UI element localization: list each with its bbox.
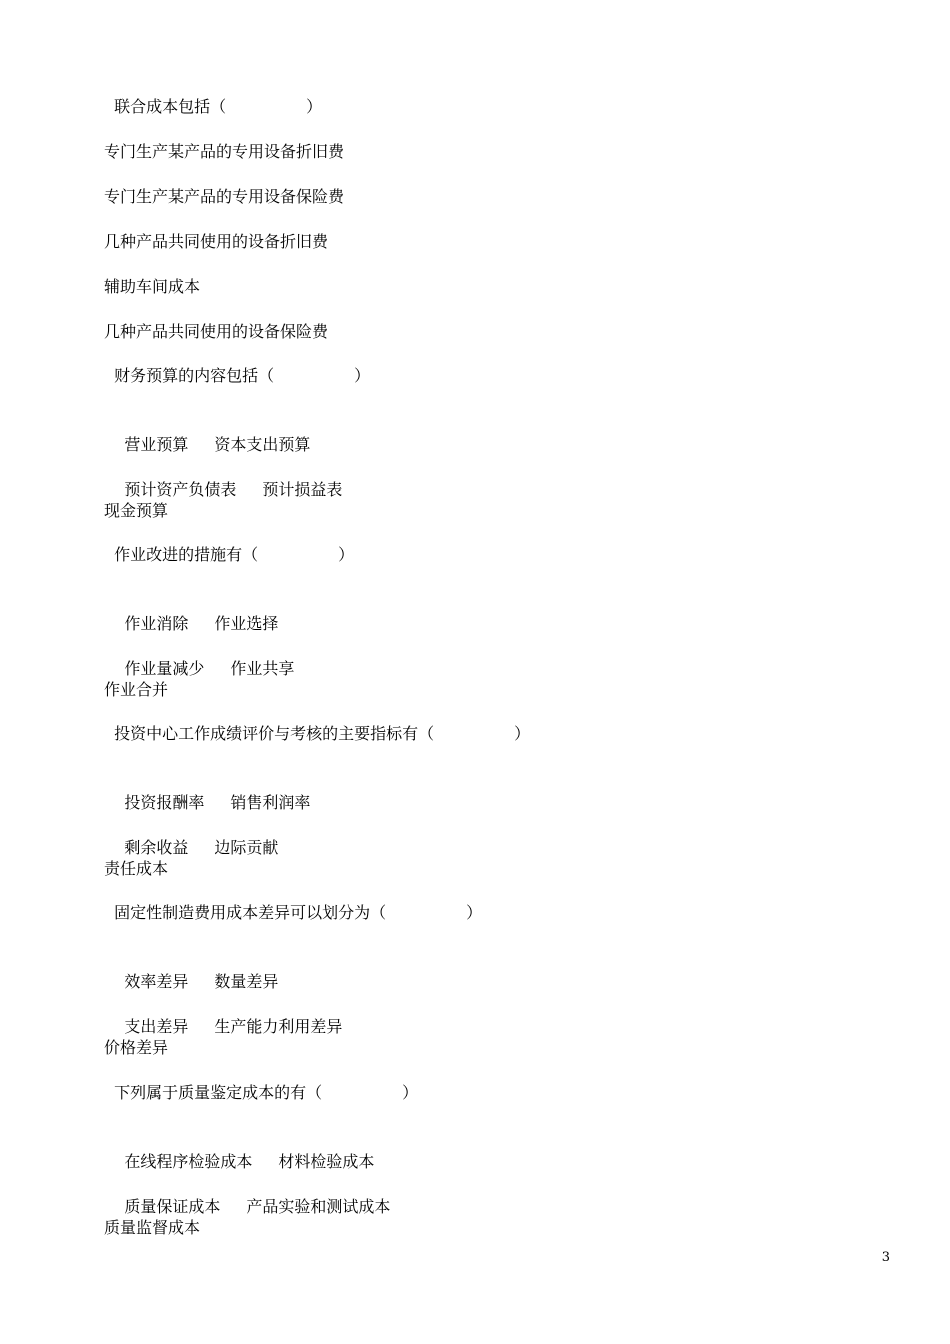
option-line: 作业合并 (104, 680, 169, 699)
option-pair-line (104, 1171, 391, 1216)
option-line: 几种产品共同使用的设备保险费 (104, 322, 329, 341)
question-1: 联合成本包括（ ） (104, 97, 323, 116)
option-pair-line (104, 409, 311, 454)
option-b: 产品实验和测试成本 (246, 1197, 391, 1216)
option-pair-line (104, 633, 295, 678)
option-pair-line (104, 991, 343, 1036)
option-pair-line (104, 454, 343, 499)
option-b: 预计损益表 (262, 480, 343, 499)
option-a: 剩余收益 (124, 838, 189, 857)
option-pair-line (104, 946, 279, 991)
option-a: 预计资产负债表 (124, 480, 237, 499)
option-a: 效率差异 (124, 972, 189, 991)
option-line: 质量监督成本 (104, 1218, 201, 1237)
option-pair-line (104, 588, 279, 633)
option-b: 资本支出预算 (214, 435, 311, 454)
option-line: 辅助车间成本 (104, 277, 201, 296)
question-2: 财务预算的内容包括（ ） (104, 366, 371, 385)
option-pair-line (104, 767, 311, 812)
option-line: 现金预算 (104, 501, 169, 520)
page-number: 3 (881, 1250, 890, 1265)
option-line: 责任成本 (104, 859, 169, 878)
question-6: 下列属于质量鉴定成本的有（ ） (104, 1083, 419, 1102)
option-a: 在线程序检验成本 (124, 1152, 253, 1171)
option-b: 销售利润率 (230, 793, 311, 812)
option-b: 材料检验成本 (278, 1152, 375, 1171)
question-3: 作业改进的措施有（ ） (104, 545, 355, 564)
option-pair-line (104, 812, 279, 857)
option-a: 营业预算 (124, 435, 189, 454)
option-a: 作业消除 (124, 614, 189, 633)
option-b: 边际贡献 (214, 838, 279, 857)
option-a: 投资报酬率 (124, 793, 205, 812)
option-a: 作业量减少 (124, 659, 205, 678)
option-line: 几种产品共同使用的设备折旧费 (104, 232, 329, 251)
option-b: 作业共享 (230, 659, 295, 678)
option-a: 质量保证成本 (124, 1197, 221, 1216)
option-pair-line (104, 1126, 375, 1171)
option-b: 生产能力利用差异 (214, 1017, 343, 1036)
option-line: 价格差异 (104, 1038, 169, 1057)
question-4: 投资中心工作成绩评价与考核的主要指标有（ ） (104, 724, 531, 743)
option-b: 作业选择 (214, 614, 279, 633)
option-line: 专门生产某产品的专用设备折旧费 (104, 142, 345, 161)
question-5: 固定性制造费用成本差异可以划分为（ ） (104, 903, 483, 922)
option-b: 数量差异 (214, 972, 279, 991)
option-a: 支出差异 (124, 1017, 189, 1036)
option-line: 专门生产某产品的专用设备保险费 (104, 187, 345, 206)
